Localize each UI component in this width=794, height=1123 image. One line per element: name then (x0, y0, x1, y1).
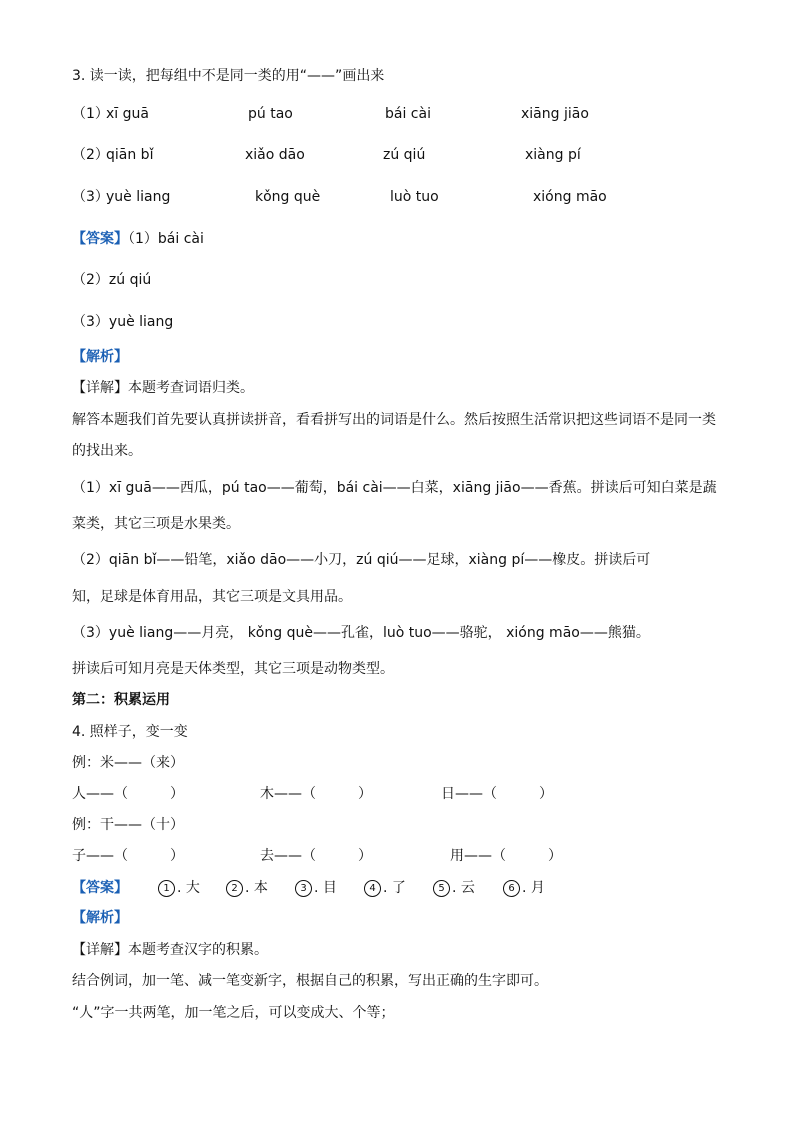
answer-text: . 目 (314, 880, 337, 896)
paragraph: 拼读后可知月亮是天体类型，其它三项是动物类型。 (72, 661, 394, 677)
paragraph: 菜类，其它三项是水果类。 (72, 516, 240, 532)
circled-number: 6 (503, 880, 520, 897)
paragraph: “人”字一共两笔，加一笔之后，可以变成大、个等； (72, 1005, 395, 1021)
circled-number: 1 (158, 880, 175, 897)
blank-item: 人——（ ） (72, 786, 184, 802)
circled-number: 4 (364, 880, 381, 897)
question-4-title: 4. 照样子，变一变 (72, 724, 188, 740)
q4-row-2 (72, 846, 732, 866)
pinyin-item: xióng māo (533, 189, 607, 205)
q4-row-1 (72, 784, 732, 804)
pinyin-item: luò tuo (390, 189, 439, 205)
answer-item (364, 878, 406, 898)
circled-number: 3 (295, 880, 312, 897)
answer-text: . 了 (383, 880, 406, 896)
answer-item (226, 878, 268, 898)
answer-text: . 月 (522, 880, 545, 896)
paragraph: （1）xī guā——西瓜，pú tao——葡萄，bái cài——白菜，xiāng jiāo——香蕉。拼读后可知白菜是蔬 (72, 480, 717, 496)
paragraph: 结合例词，加一笔、减一笔变新字，根据自己的积累，写出正确的生字即可。 (72, 973, 548, 989)
pinyin-item: kǒng què (255, 189, 321, 205)
row-number: （2） (72, 147, 109, 163)
circled-number: 5 (433, 880, 450, 897)
answer-item: （2）zú qiú (72, 272, 152, 288)
pinyin-item: qiān bǐ (106, 147, 154, 163)
paragraph: （2）qiān bǐ——铅笔，xiǎo dāo——小刀，zú qiú——足球，xiàng pí——橡皮。拼读后可 (72, 552, 651, 568)
q3-answer-line (72, 229, 204, 249)
q3-row-3 (72, 187, 732, 207)
pinyin-item: xiāng jiāo (521, 106, 589, 122)
example-line: 例：米——（来） (72, 755, 184, 771)
pinyin-item: pú tao (248, 106, 293, 122)
section-title: 第二：积累运用 (72, 692, 170, 708)
pinyin-item: yuè liang (106, 189, 171, 205)
detail-heading: 【详解】本题考查汉字的积累。 (72, 942, 268, 958)
blank-item: 日——（ ） (441, 786, 553, 802)
blank-item: 木——（ ） (260, 786, 372, 802)
q4-answer-line (72, 878, 732, 898)
blank-item: 子——（ ） (72, 848, 184, 864)
analysis-label: 【解析】 (72, 910, 128, 926)
paragraph: 解答本题我们首先要认真拼读拼音，看看拼写出的词语是什么。然后按照生活常识把这些词语不是同一类 (72, 412, 716, 428)
q3-row-2 (72, 145, 732, 165)
blank-item: 用——（ ） (450, 848, 562, 864)
paragraph: （3）yuè liang——月亮， kǒng què——孔雀，luò tuo——骆驼， xióng māo——熊猫。 (72, 625, 650, 641)
circled-number: 2 (226, 880, 243, 897)
detail-heading: 【详解】本题考查词语归类。 (72, 380, 254, 396)
question-3-title: 3. 读一读，把每组中不是同一类的用“——”画出来 (72, 68, 385, 84)
analysis-label: 【解析】 (72, 349, 128, 365)
pinyin-item: zú qiú (383, 147, 426, 163)
answer-label: 【答案】 (72, 880, 128, 896)
row-number: （3） (72, 189, 109, 205)
paragraph: 的找出来。 (72, 443, 142, 459)
answer-text: . 云 (452, 880, 475, 896)
answer-item: （1）bái cài (128, 231, 204, 247)
answer-label: 【答案】 (72, 231, 128, 247)
blank-item: 去——（ ） (260, 848, 372, 864)
q3-row-1 (72, 104, 732, 124)
answer-item: （3）yuè liang (72, 314, 174, 330)
answer-item (503, 878, 545, 898)
answer-item (433, 878, 475, 898)
pinyin-item: bái cài (385, 106, 431, 122)
pinyin-item: xī guā (106, 106, 149, 122)
answer-item (158, 878, 200, 898)
paragraph: 知，足球是体育用品，其它三项是文具用品。 (72, 589, 352, 605)
example-line: 例：干——（十） (72, 817, 184, 833)
answer-text: . 大 (177, 880, 200, 896)
answer-text: . 本 (245, 880, 268, 896)
pinyin-item: xiàng pí (525, 147, 581, 163)
row-number: （1） (72, 106, 109, 122)
answer-item (295, 878, 337, 898)
pinyin-item: xiǎo dāo (245, 147, 305, 163)
